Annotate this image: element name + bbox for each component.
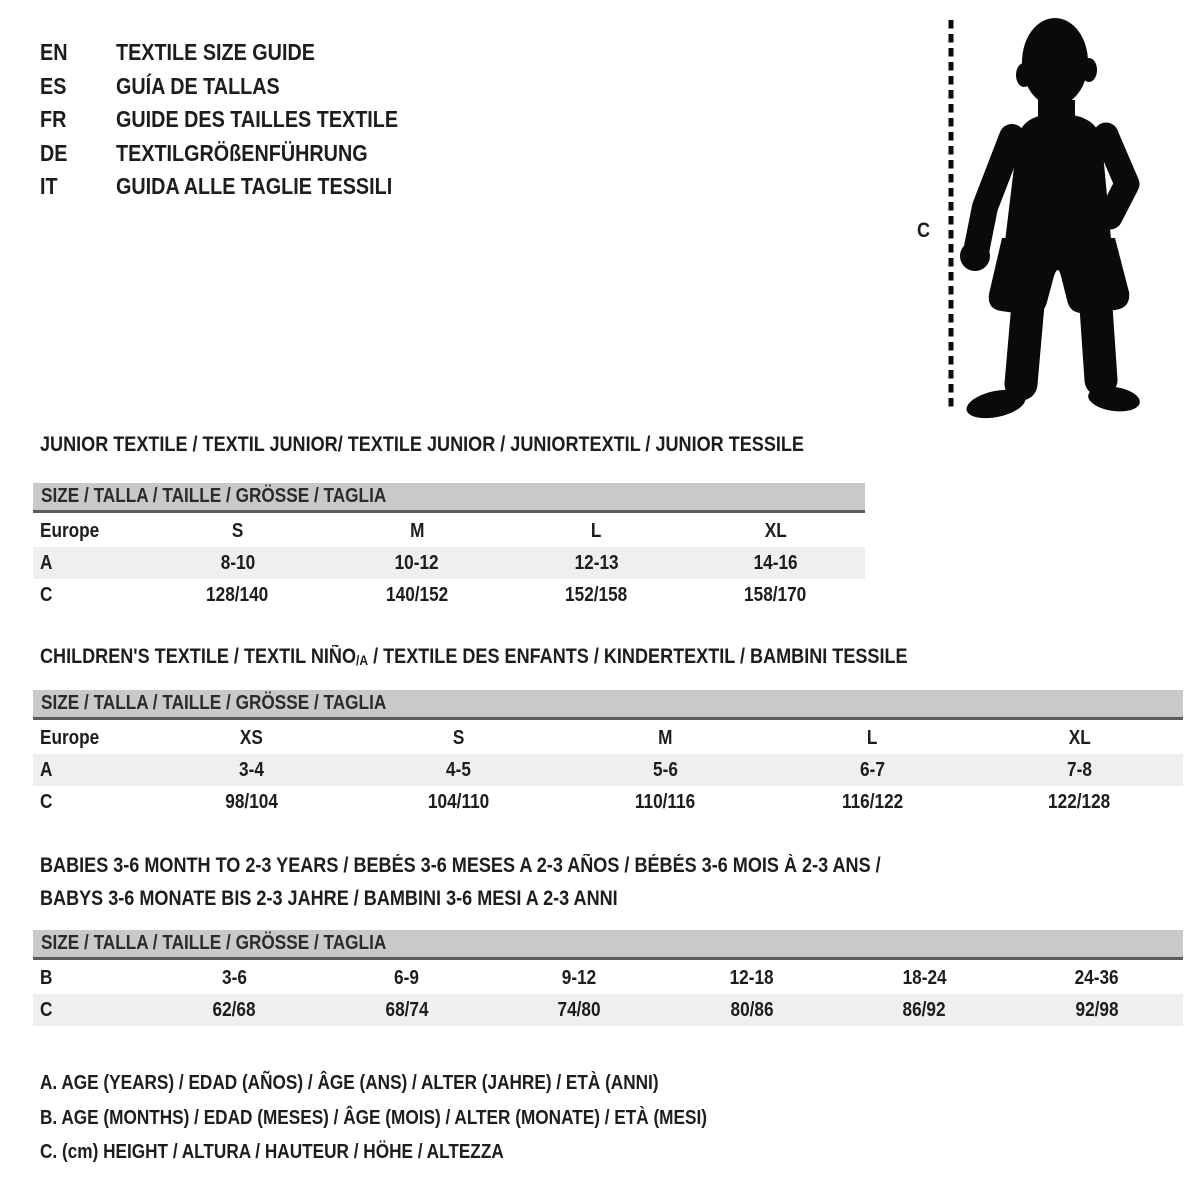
babies-size-table xyxy=(33,962,1183,1026)
value-cell: 158/170 xyxy=(744,583,807,606)
row-label: C xyxy=(40,790,53,813)
baby-right-ear xyxy=(1081,58,1097,82)
size-header-bar-babies: SIZE / TALLA / TAILLE / GRÖSSE / TAGLIA xyxy=(33,930,1183,960)
section-title-junior: JUNIOR TEXTILE / TEXTIL JUNIOR/ TEXTILE JUNIOR / JUNIORTEXTIL / JUNIOR TESSILE xyxy=(40,433,804,456)
value-cell: 140/152 xyxy=(385,583,448,606)
baby-left-ear xyxy=(1016,63,1032,87)
language-code: IT xyxy=(40,173,58,199)
value-cell: 18-24 xyxy=(902,966,947,989)
table-row-age xyxy=(33,547,865,579)
table-row-age-months xyxy=(33,962,1183,994)
value-cell: 98/104 xyxy=(225,790,278,813)
value-cell: 12-18 xyxy=(729,966,774,989)
language-title: GUIDE DES TAILLES TEXTILE xyxy=(116,106,399,132)
size-cell: L xyxy=(867,726,878,749)
language-title: TEXTILGRÖßENFÜHRUNG xyxy=(116,139,368,166)
measure-label-c: C xyxy=(917,219,931,242)
table-row-europe xyxy=(33,515,865,547)
value-cell: 24-36 xyxy=(1074,966,1119,989)
value-cell: 80/86 xyxy=(730,998,774,1021)
legend-line-a: A. AGE (YEARS) / EDAD (AÑOS) / ÂGE (ANS) / ALTER (JAHRE) / ETÀ (ANNI) xyxy=(40,1072,659,1094)
size-cell: XS xyxy=(240,726,263,749)
value-cell: 12-13 xyxy=(574,551,619,574)
value-cell: 10-12 xyxy=(394,551,439,574)
language-row xyxy=(40,137,444,171)
value-cell: 122/128 xyxy=(1048,790,1111,813)
section-title-babies: BABIES 3-6 MONTH TO 2-3 YEARS / BEBÉS 3-6 MESES A 2-3 AÑOS / BÉBÉS 3-6 MOIS À 2-3 ANS / BABYS 3-6 MONATE BIS 2-3 JAHRE / BAMBINI 3-6 MESI A 2-3 ANNI xyxy=(40,854,881,910)
size-cell: L xyxy=(590,519,602,542)
value-cell: 3-4 xyxy=(239,758,264,781)
value-cell: 6-9 xyxy=(394,966,420,989)
row-label: A xyxy=(40,758,53,781)
value-cell: 92/98 xyxy=(1075,998,1119,1021)
value-cell: 104/110 xyxy=(427,790,490,813)
language-row xyxy=(40,170,444,204)
table-row-height xyxy=(33,579,865,611)
row-label: Europe xyxy=(40,519,100,542)
value-cell: 74/80 xyxy=(557,998,601,1021)
junior-size-table xyxy=(33,515,865,611)
table-row-height xyxy=(33,786,1183,818)
value-cell: 62/68 xyxy=(212,998,256,1021)
language-title-list xyxy=(40,36,444,204)
table-row-height xyxy=(33,994,1183,1026)
value-cell: 4-5 xyxy=(446,758,471,781)
language-code: DE xyxy=(40,139,68,166)
size-cell: M xyxy=(658,726,673,749)
baby-head xyxy=(1022,18,1088,106)
language-title: TEXTILE SIZE GUIDE xyxy=(116,39,315,65)
size-cell: XL xyxy=(1068,726,1091,749)
baby-shorts xyxy=(989,238,1129,315)
table-row-age xyxy=(33,754,1183,786)
value-cell: 116/122 xyxy=(841,790,904,813)
language-row xyxy=(40,70,444,104)
size-cell: S xyxy=(231,519,244,542)
size-cell: M xyxy=(409,519,425,542)
value-cell: 9-12 xyxy=(562,966,597,989)
baby-torso xyxy=(1004,115,1112,250)
row-label: Europe xyxy=(40,726,100,749)
language-code: FR xyxy=(40,106,67,132)
language-row xyxy=(40,103,444,137)
size-cell: XL xyxy=(764,519,787,542)
value-cell: 128/140 xyxy=(206,583,269,606)
baby-right-arm xyxy=(1106,135,1127,217)
table-row-europe xyxy=(33,722,1183,754)
row-label: C xyxy=(40,998,53,1021)
baby-right-leg xyxy=(1096,307,1101,380)
value-cell: 68/74 xyxy=(385,998,429,1021)
language-code: ES xyxy=(40,72,67,99)
value-cell: 7-8 xyxy=(1067,758,1092,781)
value-cell: 110/116 xyxy=(635,790,696,813)
section-title-children: CHILDREN'S TEXTILE / TEXTIL NIÑO/A / TEXTILE DES ENFANTS / KINDERTEXTIL / BAMBINI TESSILE xyxy=(40,645,908,668)
value-cell: 8-10 xyxy=(220,551,255,574)
size-header-bar-junior: SIZE / TALLA / TAILLE / GRÖSSE / TAGLIA xyxy=(33,483,865,513)
baby-figure xyxy=(900,12,1145,424)
value-cell: 3-6 xyxy=(221,966,247,989)
size-header-bar-children: SIZE / TALLA / TAILLE / GRÖSSE / TAGLIA xyxy=(33,690,1183,720)
row-label: A xyxy=(40,551,53,574)
legend-line-c: C. (cm) HEIGHT / ALTURA / HAUTEUR / HÖHE / ALTEZZA xyxy=(40,1141,504,1163)
value-cell: 152/158 xyxy=(565,583,628,606)
baby-left-leg xyxy=(1021,304,1028,384)
legend xyxy=(40,1066,816,1170)
value-cell: 14-16 xyxy=(753,551,798,574)
row-label: B xyxy=(40,966,53,989)
language-row xyxy=(40,36,444,70)
row-label: C xyxy=(40,583,53,606)
legend-line-b: B. AGE (MONTHS) / EDAD (MESES) / ÂGE (MOIS) / ALTER (MONATE) / ETÀ (MESI) xyxy=(40,1106,707,1129)
baby-silhouette-graphic xyxy=(900,12,1145,424)
nino-a-subscript: /A xyxy=(356,652,369,668)
language-title: GUÍA DE TALLAS xyxy=(116,72,280,99)
language-code: EN xyxy=(40,39,68,65)
value-cell: 6-7 xyxy=(860,758,885,781)
children-size-table xyxy=(33,722,1183,818)
baby-fist xyxy=(960,241,990,271)
value-cell: 5-6 xyxy=(653,758,678,781)
value-cell: 86/92 xyxy=(902,998,946,1021)
size-cell: S xyxy=(452,726,465,749)
language-title: GUIDA ALLE TAGLIE TESSILI xyxy=(116,173,393,199)
